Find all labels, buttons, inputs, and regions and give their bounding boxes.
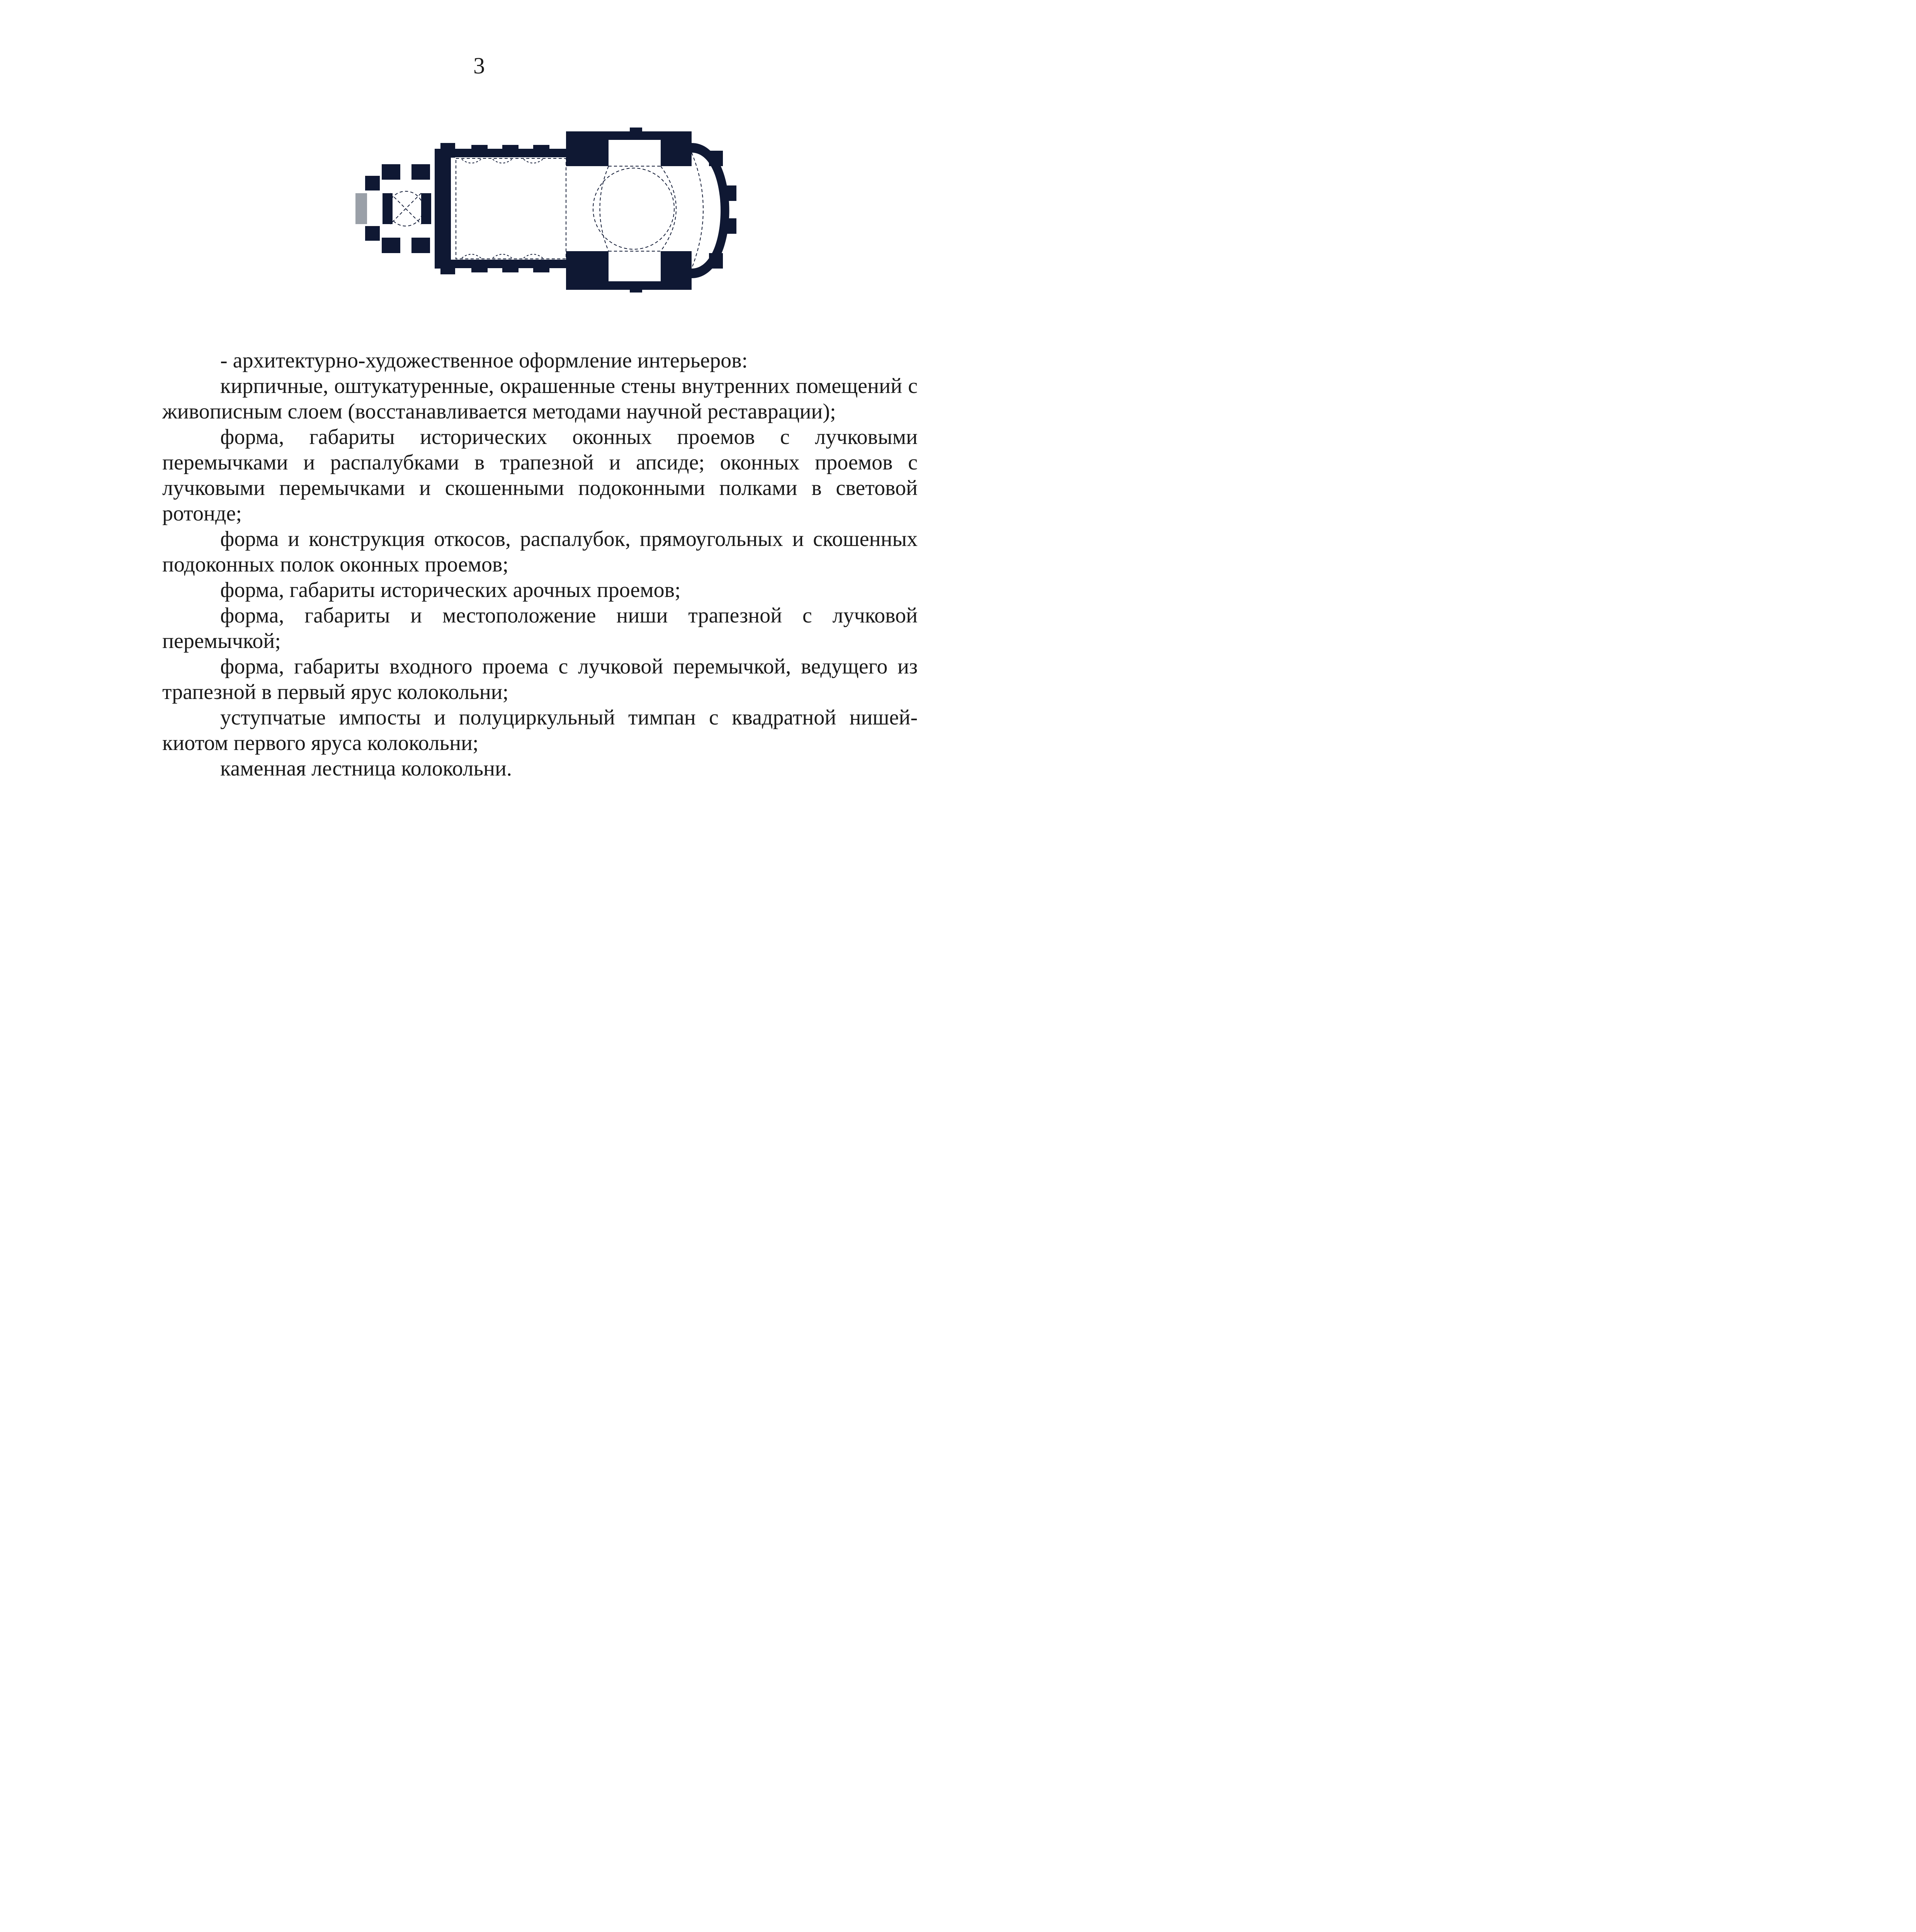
paragraph: форма, габариты исторических оконных проемов с лучковыми перемычками и распалубками в трапезной и апсиде; оконных проемов с лучковыми перемычками и скошенными подоконными полками в световой ротонде;: [162, 425, 918, 526]
page-number: 3: [473, 53, 485, 78]
body-text: [162, 348, 918, 781]
paragraph: форма и конструкция откосов, распалубок, прямоугольных и скошенных подоконных полок оконных проемов;: [162, 527, 918, 577]
church-floor-plan-icon: [328, 128, 746, 317]
paragraph-heading: - архитектурно-художественное оформление интерьеров:: [220, 349, 748, 372]
paragraph: уступчатые импосты и полуциркульный тимпан с квадратной нишей-киотом первого яруса колокольни;: [162, 706, 918, 755]
paragraph: форма, габариты исторических арочных проемов;: [220, 578, 681, 602]
paragraph: кирпичные, оштукатуренные, окрашенные стены внутренних помещений с живописным слоем (восстанавливается методами научной реставрации);: [162, 374, 918, 423]
paragraph: форма, габариты и местоположение ниши трапезной с лучковой перемычкой;: [162, 604, 918, 653]
church-floor-plan: [328, 128, 746, 317]
paragraph: каменная лестница колокольни.: [220, 757, 512, 781]
paragraph: форма, габариты входного проема с лучковой перемычкой, ведущего из трапезной в первый ярус колокольни;: [162, 655, 918, 704]
